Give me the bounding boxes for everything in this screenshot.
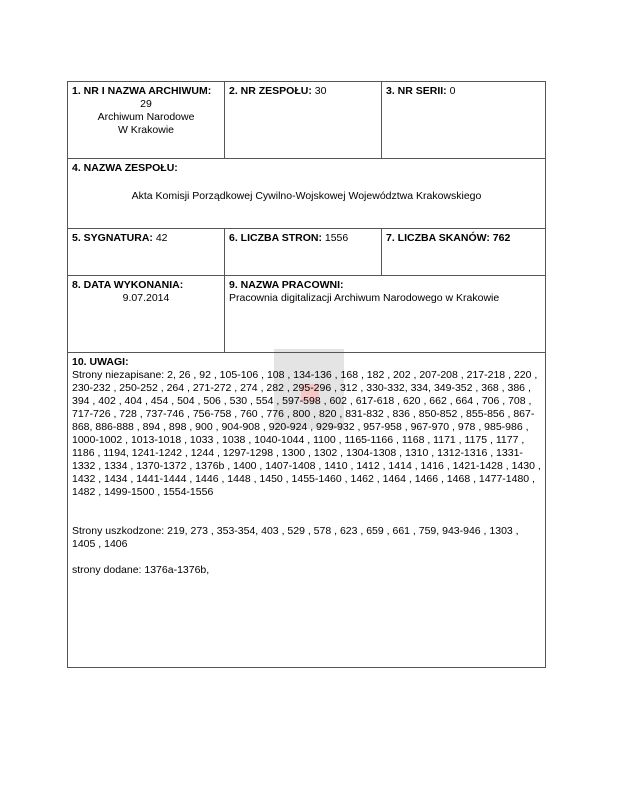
archive-number: 29 [140, 98, 152, 110]
fonds-number-value: 30 [314, 85, 327, 97]
workshop-label: 9. NAZWA PRACOWNI: [229, 279, 344, 291]
fonds-name-cell [67, 158, 546, 229]
workshop-cell [224, 275, 546, 353]
workshop-value: Pracownia digitalizacji Archiwum Narodowego w Krakowie [229, 292, 500, 304]
fonds-name-value: Akta Komisji Porządkowej Cywilno-Wojskowej Województwa Krakowskiego [131, 190, 482, 202]
notes-cell [67, 352, 546, 668]
date-label: 8. DATA WYKONANIA: [72, 279, 184, 291]
fonds-number-cell [224, 81, 382, 159]
metadata-form [67, 81, 546, 668]
series-number-value: 0 [449, 85, 456, 97]
date-cell [67, 275, 225, 353]
series-number-label: 3. NR SERII: [386, 85, 447, 97]
series-number-cell [381, 81, 546, 159]
page-count-cell [224, 228, 382, 276]
page-count-value: 1556 [324, 232, 349, 244]
archive-cell [67, 81, 225, 159]
fonds-number-label: 2. NR ZESPOŁU: [229, 85, 312, 97]
archive-label: 1. NR I NAZWA ARCHIWUM: [72, 85, 212, 97]
fonds-name-label: 4. NAZWA ZESPOŁU: [72, 162, 178, 174]
archive-name-line2: W Krakowie [117, 124, 174, 136]
scan-count-label: 7. LICZBA SKANÓW: [386, 232, 490, 244]
archive-name-line1: Archiwum Narodowe [97, 111, 195, 123]
notes-label: 10. UWAGI: [72, 356, 129, 368]
page-count-label: 6. LICZBA STRON: [229, 232, 322, 244]
added-pages-note: strony dodane: 1376a-1376b, [72, 564, 210, 576]
blank-pages-note: Strony niezapisane: 2, 26 , 92 , 105-106 , 108 , 134-136 , 168 , 182 , 202 , 207-208 , 217-218 , 220 , 230-232 , 250-252 , 264 , 271-272 , 274 , 282 , 295-296 , 312 , 330-332, 334, 349-352 , 368 , 386 , 394 , 402 , 404 , 454 , 504 , 506 , 530 , 554 , 597-598 , 602 , 617-618 , 620 , 662 , 664 , 706 , 708 , 717-726 , 728 , 737-746 , 756-758 , 760 , 776 , 800 , 820 , 831-832 , 836 , 850-852 , 855-856 , 867-868, 886-888 , 894 , 898 , 900 , 904-908 , 920-924 , 929-932 , 957-958 , 967-970 , 978 , 985-986 , 1000-1002 , 1013-1018 , 1033 , 1038 , 1040-1044 , 1100 , 1165-1166 , 1168 , 1171 , 1175 , 1177 , 1186 , 1194, 1241-1242 , 1244 , 1297-1298 , 1300 , 1302 , 1304-1308 , 1310 , 1312-1316 , 1331-1332 , 1334 , 1370-1372 , 1376b , 1400 , 1407-1408 , 1410 , 1412 , 1414 , 1416 , 1421-1428 , 1430 , 1432 , 1434 , 1441-1444 , 1446 , 1448 , 1450 , 1455-1460 , 1462 , 1464 , 1466 , 1468 , 1477-1480 , 1482 , 1499-1500 , 1554-1556 [72, 369, 541, 498]
scan-count-value: 762 [492, 232, 511, 244]
signature-value: 42 [155, 232, 168, 244]
scan-count-cell [381, 228, 546, 276]
signature-cell [67, 228, 225, 276]
date-value: 9.07.2014 [122, 292, 170, 304]
damaged-pages-note: Strony uszkodzone: 219, 273 , 353-354, 403 , 529 , 578 , 623 , 659 , 661 , 759, 943-946 , 1303 , 1405 , 1406 [72, 525, 519, 550]
signature-label: 5. SYGNATURA: [72, 232, 153, 244]
